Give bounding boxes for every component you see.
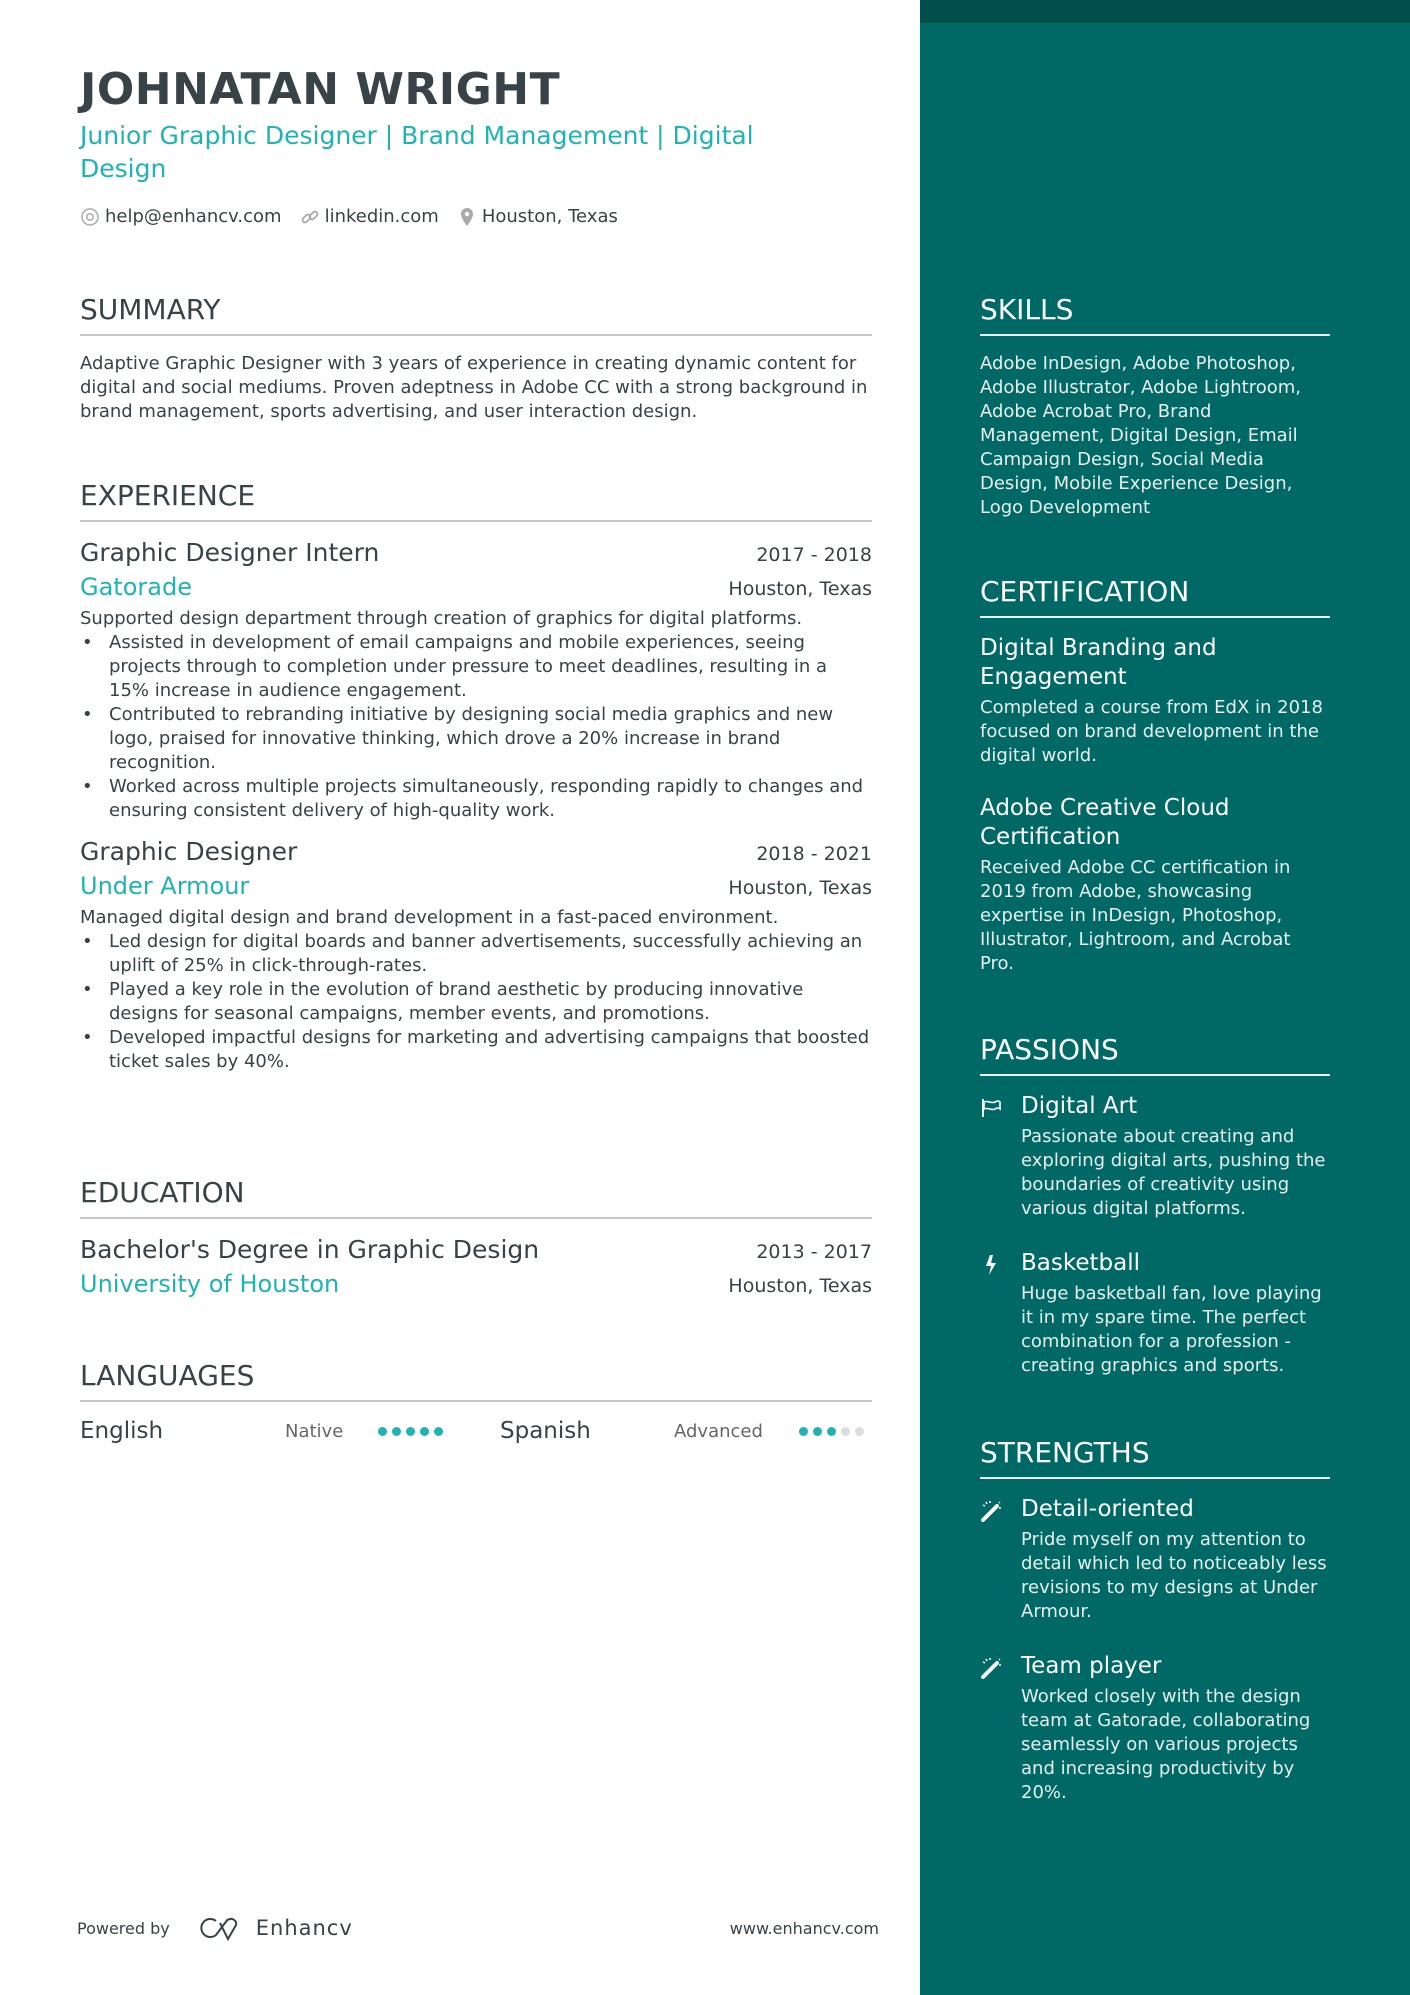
language-name: Spanish (500, 1418, 591, 1444)
bullet: • Assisted in development of email campaigns and mobile experiences, seeing projects through to completion under pressure to meet deadlines, resulting in a 15% increase in audience engagement. (80, 631, 872, 703)
skills-heading: SKILLS (980, 293, 1330, 336)
certification-heading: CERTIFICATION (980, 575, 1330, 618)
job-description: Supported design department through creation of graphics for digital platforms. (80, 608, 803, 629)
footer (77, 1915, 879, 1941)
cert-title: Digital Branding and Engagement (980, 635, 1217, 690)
enhancv-brand: Enhancv (255, 1916, 353, 1940)
strengths-section (980, 1436, 1330, 1805)
language-item (80, 1418, 448, 1444)
languages-section (80, 1359, 872, 1444)
summary-text: Adaptive Graphic Designer with 3 years of experience in creating dynamic content for digital and social mediums. Proven adeptness in Adobe CC with a strong background in brand management, sports advertising, and user interaction design. (80, 353, 868, 422)
job-description: Managed digital design and brand development in a fast-paced environment. (80, 907, 779, 928)
rating-dot (827, 1427, 836, 1436)
rating-dot (406, 1427, 415, 1436)
job-entry (80, 837, 872, 1074)
education-heading: EDUCATION (80, 1176, 872, 1219)
language-level: Advanced (674, 1420, 763, 1442)
language-name: English (80, 1418, 164, 1444)
job-dates: 2018 - 2021 (756, 843, 872, 865)
rating-dot (420, 1427, 429, 1436)
powered-by-text: Powered by (77, 1918, 170, 1938)
strengths-heading: STRENGTHS (980, 1436, 1330, 1479)
bolt-icon (980, 1253, 1004, 1277)
bullet: • Led design for digital boards and banner advertisements, successfully achieving an uplift of 25% in click-through-rates. (80, 930, 872, 978)
skills-text: Adobe InDesign, Adobe Photoshop, Adobe Illustrator, Adobe Lightroom, Adobe Acrobat Pro, Brand Management, Digital Design, Email Campaign Design, Social Media Design, Mobile Experience Design, Logo Development (980, 353, 1302, 518)
job-dates: 2017 - 2018 (756, 544, 872, 566)
footer-url[interactable]: www.enhancv.com (729, 1918, 879, 1938)
cert-desc: Completed a course from EdX in 2018 focused on brand development in the digital world. (980, 697, 1323, 766)
school: University of Houston (80, 1270, 340, 1298)
rating-dot (392, 1427, 401, 1436)
passion-item (980, 1249, 1330, 1378)
candidate-title: Junior Graphic Designer | Brand Management | Digital Design (80, 121, 754, 183)
education-location: Houston, Texas (728, 1275, 872, 1297)
degree: Bachelor's Degree in Graphic Design (80, 1235, 540, 1264)
education-dates: 2013 - 2017 (756, 1241, 872, 1263)
rating-dot (434, 1427, 443, 1436)
location-icon (457, 207, 477, 227)
bullet: • Worked across multiple projects simultaneously, responding rapidly to changes and ensuring consistent delivery of high-quality work. (80, 775, 872, 823)
bullet: • Developed impactful designs for marketing and advertising campaigns that boosted ticket sales by 40%. (80, 1026, 872, 1074)
email-text: help@enhancv.com (105, 206, 282, 227)
rating-dot (799, 1427, 808, 1436)
passion-title: Basketball (1021, 1250, 1140, 1276)
contact-linkedin[interactable] (300, 206, 439, 227)
bullet: • Contributed to rebranding initiative by designing social media graphics and new logo, praised for innovative thinking, which drove a 20% increase in brand recognition. (80, 703, 872, 775)
passion-item (980, 1092, 1330, 1221)
job-company: Under Armour (80, 872, 250, 900)
at-icon (80, 207, 100, 227)
location-text: Houston, Texas (481, 206, 618, 227)
job-bullets (80, 631, 872, 823)
language-level: Native (285, 1420, 344, 1442)
summary-section (80, 293, 872, 424)
passions-heading: PASSIONS (980, 1033, 1330, 1076)
candidate-name: JOHNATAN WRIGHT (80, 64, 561, 115)
languages-heading: LANGUAGES (80, 1359, 872, 1402)
job-role: Graphic Designer (80, 837, 298, 866)
job-bullets (80, 930, 872, 1074)
passion-title: Digital Art (1021, 1093, 1138, 1119)
job-location: Houston, Texas (728, 578, 872, 600)
cert-title: Adobe Creative Cloud Certification (980, 795, 1230, 850)
magic-wand-icon (980, 1499, 1004, 1523)
strength-desc: Worked closely with the design team at Gatorade, collaborating seamlessly on various projects and increasing productivity by 20%. (1021, 1686, 1311, 1803)
link-icon (300, 207, 320, 227)
cert-desc: Received Adobe CC certification in 2019 from Adobe, showcasing expertise in InDesign, Photoshop, Illustrator, Lightroom, and Acrobat Pro. (980, 857, 1291, 974)
language-rating (799, 1427, 864, 1436)
rating-dot (841, 1427, 850, 1436)
passion-desc: Huge basketball fan, love playing it in my spare time. The perfect combination for a profession - creating graphics and sports. (1021, 1283, 1322, 1376)
strength-title: Team player (1021, 1653, 1162, 1679)
contact-list (80, 206, 618, 227)
experience-heading: EXPERIENCE (80, 479, 872, 522)
job-company: Gatorade (80, 573, 192, 601)
passions-section (980, 1033, 1330, 1378)
contact-email[interactable] (80, 206, 282, 227)
rating-dot (378, 1427, 387, 1436)
linkedin-text: linkedin.com (324, 206, 439, 227)
sidebar-top-strip (920, 0, 1410, 23)
enhancv-logo-icon (198, 1915, 244, 1941)
experience-section (80, 479, 872, 1074)
rating-dot (813, 1427, 822, 1436)
bullet: • Played a key role in the evolution of brand aesthetic by producing innovative designs for seasonal campaigns, member events, and promotions. (80, 978, 872, 1026)
magic-wand-icon (980, 1656, 1004, 1680)
flag-icon (980, 1096, 1004, 1120)
language-item (500, 1418, 872, 1444)
strength-item (980, 1652, 1330, 1805)
passion-desc: Passionate about creating and exploring digital arts, pushing the boundaries of creativity using various digital platforms. (1021, 1126, 1326, 1219)
strength-desc: Pride myself on my attention to detail which led to noticeably less revisions to my designs at Under Armour. (1021, 1529, 1327, 1622)
job-role: Graphic Designer Intern (80, 538, 380, 567)
strength-title: Detail-oriented (1021, 1496, 1194, 1522)
contact-location (457, 206, 618, 227)
summary-heading: SUMMARY (80, 293, 872, 336)
skills-section (980, 293, 1330, 520)
education-section (80, 1176, 872, 1298)
language-rating (378, 1427, 443, 1436)
job-entry (80, 538, 872, 823)
rating-dot (855, 1427, 864, 1436)
certification-section (980, 575, 1330, 976)
job-location: Houston, Texas (728, 877, 872, 899)
strength-item (980, 1495, 1330, 1624)
